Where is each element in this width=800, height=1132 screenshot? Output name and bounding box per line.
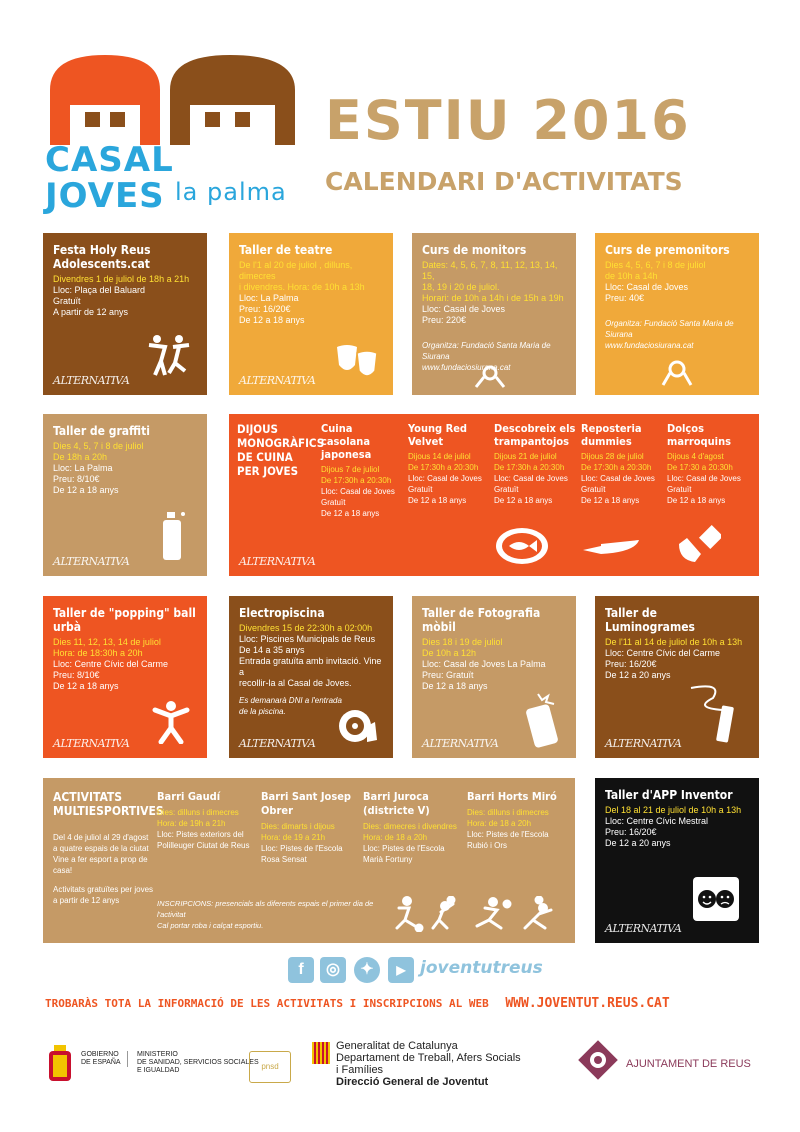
barri-place-2: Marià Fortuny (363, 855, 413, 864)
cuina-item-1 (321, 422, 403, 519)
box-age: De 12 a 18 anys (239, 315, 305, 325)
spray-can-icon (159, 510, 189, 562)
cuina-item-2 (408, 422, 490, 506)
cuina-item-age: De 12 a 18 anys (494, 496, 553, 505)
twitter-icon[interactable]: ✦ (354, 957, 380, 983)
box-taller-popping (43, 596, 207, 758)
box-title: Taller de Luminogrames (605, 606, 695, 634)
box-date: Del 18 al 21 de juliol de 10h a 13h (605, 805, 742, 815)
box-hour: De 10h a 12h (422, 648, 477, 658)
barri-days: Dies: dilluns i dimecres (467, 808, 549, 817)
cuina-item-date: Dijous 28 de juliol (581, 452, 644, 461)
box-price: Preu: Gratuït (422, 670, 474, 680)
box-date: De l'1 al 20 de juliol , dilluns, dimecres (239, 260, 353, 281)
multi-note-line: INSCRIPCIONS: presencials als diferents espais el primer dia de l'activitat (157, 899, 374, 919)
cuina-item-5 (667, 422, 749, 506)
box-taller-luminogrames (595, 596, 759, 758)
box-entry-2: recollir-la al Casal de Joves. (239, 678, 352, 688)
barri-days: Dies: dilluns i dimecres (157, 808, 239, 817)
box-place: Lloc: Piscines Municipals de Reus (239, 634, 376, 644)
gov-line: GOBIERNO (81, 1051, 119, 1058)
alternativa-signature: ALTERNATIVA (53, 737, 130, 750)
generalitat-line: Direcció General de Joventut (336, 1076, 489, 1088)
fish-plate-icon (491, 524, 553, 566)
cuina-item-place: Lloc: Casal de Joves (321, 487, 395, 496)
logo-la-palma: la palma (175, 178, 287, 206)
box-price: Preu: 16/20€ (605, 827, 657, 837)
cuina-item-title: Reposteria dummies (581, 422, 642, 448)
box-place: Lloc: Centre Cívic Mestral (605, 816, 709, 826)
ministry-line: MINISTERIO (137, 1051, 178, 1058)
cuina-item-3 (494, 422, 576, 506)
box-title: Electropiscina (239, 606, 325, 620)
box-hour: De 18h a 20h (53, 452, 108, 462)
alternativa-signature: ALTERNATIVA (53, 555, 130, 568)
box-date: Dies 11, 12, 13, 14 de juliol (53, 637, 161, 647)
scarf-icon (472, 365, 508, 389)
barri-place: Lloc: Pistes exteriors del (157, 830, 244, 839)
barri-hour: Hora: de 19h a 21h (157, 819, 226, 828)
box-curs-monitors (412, 233, 576, 395)
theatre-masks-icon (335, 341, 379, 381)
flashlight-icon (683, 678, 745, 748)
box-price: Preu: 16/20€ (605, 659, 657, 669)
box-place: Lloc: Casal de Joves La Palma (422, 659, 546, 669)
multi-note-line: Cal portar roba i calçat esportiu. (157, 921, 264, 930)
dancer-icon (151, 700, 191, 744)
alternativa-signature: ALTERNATIVA (422, 737, 499, 750)
alternativa-signature: ALTERNATIVA (53, 374, 130, 387)
box-hour: Horari: de 10h a 14h i de 15h a 19h (422, 293, 564, 303)
info-strip-text: TROBARÀS TOTA LA INFORMACIÓ DE LES ACTIVITATS I INSCRIPCIONS AL WEB (45, 997, 489, 1010)
multi-intro-line: a quatre espais de la ciutat (53, 844, 149, 853)
cuina-item-price: Gratuït (581, 485, 606, 494)
barri-hour: Hora: de 18 a 20h (467, 819, 532, 828)
box-url[interactable]: www.fundaciosiurana.cat (605, 341, 694, 350)
multi-heading: ACTIVITATS MULTIESPORTIVES (53, 790, 164, 818)
footer-generalitat (312, 1040, 552, 1096)
cuina-item-date: Dijous 4 d'agost (667, 452, 724, 461)
box-price: Preu: 220€ (422, 315, 467, 325)
cuina-item-title: Young Red Velvet (408, 422, 467, 448)
instagram-icon[interactable]: ◎ (320, 957, 346, 983)
footer-ajuntament (578, 1040, 768, 1090)
barri-place: Lloc: Pistes de l'Escola (467, 830, 549, 839)
cuina-item-age: De 12 a 18 anys (667, 496, 726, 505)
box-price: Preu: 8/10€ (53, 670, 100, 680)
barri-title: Barri Horts Miró (467, 790, 557, 803)
headline-subtitle: CALENDARI D'ACTIVITATS (325, 167, 683, 196)
generalitat-line: i Famílies (336, 1064, 384, 1076)
cuina-item-title: Dolços marroquins (667, 422, 732, 448)
box-title: Taller de teatre (239, 243, 333, 257)
multi-intro-line: a partir de 12 anys (53, 896, 120, 905)
joventutreus-brand[interactable]: joventutreus (420, 958, 543, 978)
box-title: Taller d'APP Inventor (605, 788, 733, 802)
box-date-2: 18, 19 i 20 de juliol. (422, 282, 500, 292)
box-organizer: Organitza: Fundació Santa Maria de Siurana (422, 341, 551, 361)
barri-place: Lloc: Pistes de l'Escola (261, 844, 343, 853)
box-place: Lloc: Casal de Joves (605, 282, 689, 292)
barri-title: Barri Gaudí (157, 790, 221, 803)
box-date: Dies 18 i 19 de juliol (422, 637, 503, 647)
multi-intro-line: Vine a fer esport a prop de (53, 855, 148, 864)
cuina-item-price: Gratuït (321, 498, 346, 507)
cuina-item-date: Dijous 7 de juliol (321, 465, 380, 474)
box-place: Lloc: Plaça del Baluard (53, 285, 146, 295)
box-activitats-multiesportives (43, 778, 575, 943)
turntable-icon (337, 706, 379, 746)
sports-icons (393, 896, 561, 932)
headline-title: ESTIU 2016 (325, 89, 691, 152)
box-date: Dies 4, 5, 6, 7 i 8 de juliol (605, 260, 706, 270)
barri-place-2: Polilleuger Ciutat de Reus (157, 841, 250, 850)
cuina-item-price: Gratuït (667, 485, 692, 494)
pnsd-logo: pnsd (249, 1051, 291, 1083)
box-place: Lloc: Centre Cívic del Carme (605, 648, 721, 658)
barri-hour: Hora: de 19 a 21h (261, 833, 326, 842)
multi-intro-line: Del 4 de juliol al 29 d'agost (53, 833, 149, 842)
box-taller-fotografia (412, 596, 576, 758)
box-date: De l'11 al 14 de juliol de 10h a 13h (605, 637, 743, 647)
cuina-item-date: Dijous 14 de juliol (408, 452, 471, 461)
box-price: Gratuït (53, 296, 81, 306)
logo-joves: JOVES (45, 176, 165, 216)
box-url[interactable]: www.fundaciosiurana.cat (422, 363, 511, 372)
facebook-icon[interactable]: f (288, 957, 314, 983)
generalitat-line: Departament de Treball, Afers Socials (336, 1052, 521, 1064)
barri-gaudi (157, 790, 257, 851)
cuina-item-age: De 12 a 18 anys (408, 496, 467, 505)
box-hour: de 10h a 14h (605, 271, 658, 281)
ministry-line: E IGUALDAD (137, 1067, 180, 1074)
box-dijous-cuina (229, 414, 759, 576)
alternativa-signature: ALTERNATIVA (239, 555, 316, 568)
barri-place-2: Rosa Sensat (261, 855, 307, 864)
box-title: Festa Holy Reus Adolescents.cat (53, 243, 151, 271)
cuina-item-hour: De 17:30h a 20:30h (408, 463, 479, 472)
dancers-icon (145, 333, 193, 377)
box-electropiscina (229, 596, 393, 758)
box-date: Dates: 4, 5, 6, 7, 8, 11, 12, 13, 14, 15, (422, 260, 558, 281)
scarf-icon (659, 359, 695, 387)
ministry-line: DE SANIDAD, SERVICIOS SOCIALES (137, 1059, 259, 1066)
box-curs-premonitors (595, 233, 759, 395)
cuina-item-price: Gratuït (494, 485, 519, 494)
box-date: Dies 4, 5, 7 i 8 de juliol (53, 441, 144, 451)
info-strip (45, 996, 765, 1011)
youtube-icon[interactable]: ▶ (388, 957, 414, 983)
box-hour: i divendres. Hora: de 10h a 13h (239, 282, 365, 292)
generalitat-line: Generalitat de Catalunya (336, 1040, 458, 1052)
phone-camera-icon (524, 692, 560, 748)
box-age: De 12 a 18 anys (53, 681, 119, 691)
multi-note (157, 898, 397, 931)
box-date: Divendres 15 de 22:30h a 02:00h (239, 623, 373, 633)
box-title: Curs de premonitors (605, 243, 730, 257)
barri-hour: Hora: de 18 a 20h (363, 833, 428, 842)
website-link[interactable]: WWW.JOVENTUT.REUS.CAT (505, 996, 670, 1011)
barri-horts-miro (467, 790, 567, 851)
barri-place: Lloc: Pistes de l'Escola (363, 844, 445, 853)
cuina-item-hour: De 17:30 a 20:30h (667, 463, 733, 472)
gov-line: DE ESPAÑA (81, 1059, 121, 1066)
barri-title: Barri Juroca (districte V) (363, 790, 430, 817)
box-age: De 12 a 20 anys (605, 670, 671, 680)
cuina-item-hour: De 17:30h a 20:30h (581, 463, 652, 472)
barri-title: Barri Sant Josep Obrer (261, 790, 352, 817)
box-age: De 12 a 18 anys (53, 485, 119, 495)
alternativa-signature: ALTERNATIVA (239, 374, 316, 387)
barri-place-2: Rubió i Ors (467, 841, 508, 850)
box-app-inventor (595, 778, 759, 943)
box-date: Divendres 1 de juliol de 18h a 21h (53, 274, 190, 284)
box-place: Lloc: La Palma (53, 463, 113, 473)
barri-sant-josep (261, 790, 361, 865)
box-hour: Hora: de 18:30h a 20h (53, 648, 143, 658)
cuina-item-title: Descobreix els trampantojos (494, 422, 576, 448)
box-note: Es demanarà DNI a l'entrada (239, 696, 342, 705)
spain-coat-of-arms-icon (45, 1043, 75, 1087)
cuina-item-hour: De 17:30h a 20:30h (494, 463, 565, 472)
box-title: Taller de "popping" ball urbà (53, 606, 196, 634)
box-title: Taller de Fotografia mòbil (422, 606, 541, 634)
multi-intro-line: casa! (53, 866, 73, 875)
barri-days: Dies: dimecres i divendres (363, 822, 457, 831)
cuina-heading: DIJOUS MONOGRÀFICS DE CUINA PER JOVES (237, 422, 325, 478)
cuina-item-place: Lloc: Casal de Joves (581, 474, 655, 483)
box-organizer: Organitza: Fundació Santa Maria de Siurana (605, 319, 734, 339)
cuina-item-price: Gratuït (408, 485, 433, 494)
footer-gobierno (45, 1043, 295, 1093)
cuina-item-age: De 12 a 18 anys (321, 509, 380, 518)
box-title: Taller de graffiti (53, 424, 150, 438)
box-price: Preu: 8/10€ (53, 474, 100, 484)
logo-casal: CASAL (45, 140, 174, 180)
casal-joves-logo (45, 50, 305, 216)
box-taller-teatre (229, 233, 393, 395)
box-price: Preu: 16/20€ (239, 304, 291, 314)
cuina-item-place: Lloc: Casal de Joves (667, 474, 741, 483)
spatula-icon (675, 524, 721, 566)
multi-intro-line: Activitats gratuïtes per joves (53, 885, 154, 894)
box-price: Preu: 40€ (605, 293, 645, 303)
box-age: De 14 a 35 anys (239, 645, 305, 655)
cuina-item-place: Lloc: Casal de Joves (494, 474, 568, 483)
box-title: Curs de monitors (422, 243, 527, 257)
box-place: Lloc: Centre Cívic del Carme (53, 659, 169, 669)
box-place: Lloc: La Palma (239, 293, 299, 303)
cuina-item-date: Dijous 21 de juliol (494, 452, 557, 461)
reus-rose-icon (578, 1040, 618, 1080)
smartphone-faces-icon (691, 875, 741, 923)
box-note-2: de la piscina. (239, 707, 286, 716)
alternativa-signature: ALTERNATIVA (605, 922, 682, 935)
box-place: Lloc: Casal de Joves (422, 304, 506, 314)
alternativa-signature: ALTERNATIVA (239, 737, 316, 750)
box-age: A partir de 12 anys (53, 307, 129, 317)
box-festa-holy (43, 233, 207, 395)
cuina-item-place: Lloc: Casal de Joves (408, 474, 482, 483)
ajuntament-label: AJUNTAMENT DE REUS (626, 1058, 751, 1070)
cuina-item-4 (581, 422, 663, 506)
generalitat-flag-icon (312, 1042, 330, 1064)
cuina-item-age: De 12 a 18 anys (581, 496, 640, 505)
box-age: De 12 a 20 anys (605, 838, 671, 848)
multi-intro (53, 832, 157, 906)
logo-arches-icon (45, 50, 305, 150)
barri-juroca (363, 790, 463, 865)
cuina-item-hour: De 17:30h a 20:30h (321, 476, 392, 485)
cuina-item-title: Cuina casolana japonesa (321, 422, 372, 461)
box-age: De 12 a 18 anys (422, 681, 488, 691)
alternativa-signature: ALTERNATIVA (605, 737, 682, 750)
barri-days: Dies: dimarts i dijous (261, 822, 335, 831)
box-entry: Entrada gratuïta amb invitació. Vine a (239, 656, 382, 677)
box-taller-graffiti (43, 414, 207, 576)
knife-icon (581, 536, 641, 558)
